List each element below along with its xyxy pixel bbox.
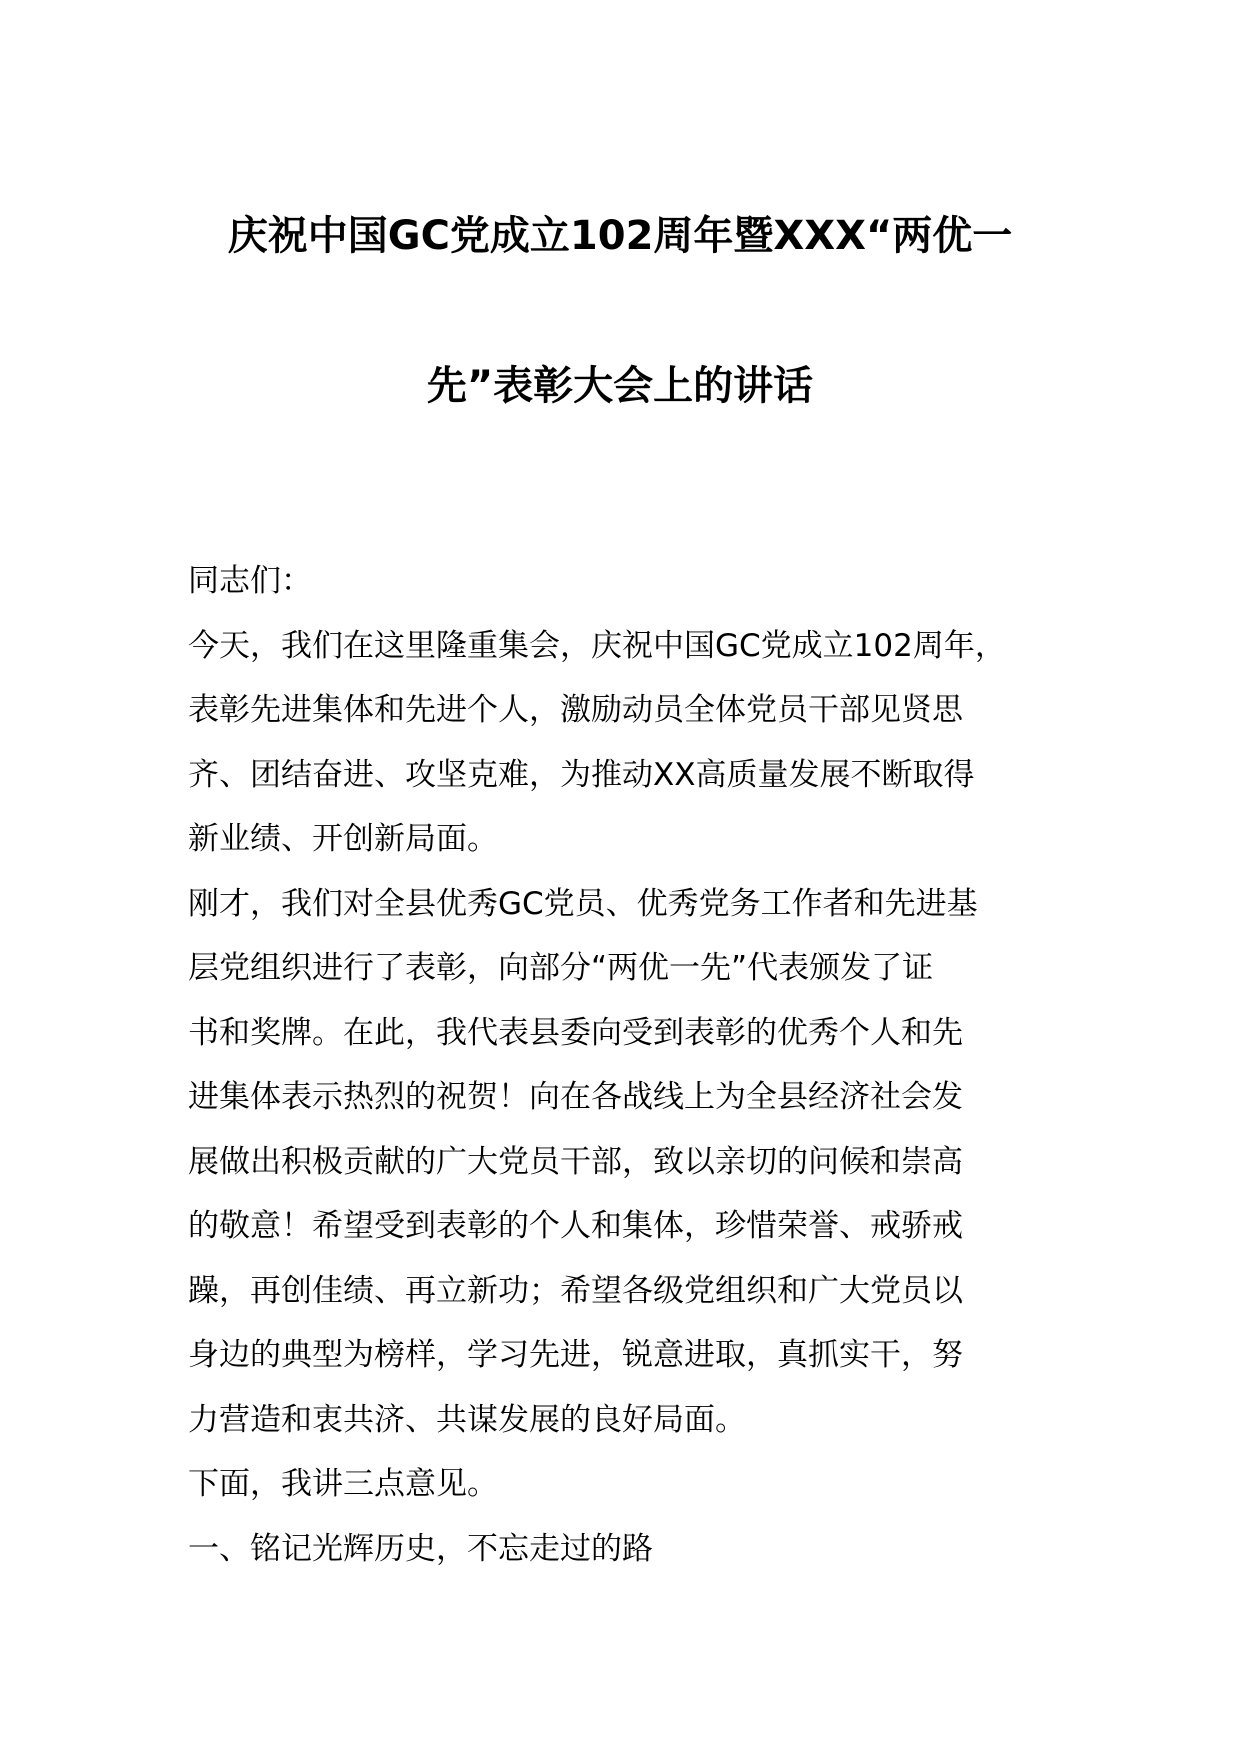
paragraph-line: 齐、团结奋进、攻坚克难，为推动XX高质量发展不断取得 <box>188 756 975 793</box>
paragraph-line: 书和奖牌。在此，我代表县委向受到表彰的优秀个人和先 <box>188 1014 963 1051</box>
paragraph-line: 展做出积极贡献的广大党员干部，致以亲切的问候和崇高 <box>188 1143 963 1180</box>
paragraph-line: 新业绩、开创新局面。 <box>188 821 498 857</box>
document-title-line-1: 庆祝中国GC党成立102周年暨XXX“两优一 <box>227 213 1013 259</box>
paragraph-line: 身边的典型为榜样，学习先进，锐意进取，真抓实干，努 <box>188 1337 963 1373</box>
paragraph-line: 今天，我们在这里隆重集会，庆祝中国GC党成立102周年， <box>188 627 1006 664</box>
paragraph-line: 力营造和衷共济、共谋发展的良好局面。 <box>188 1401 746 1438</box>
paragraph-line: 进集体表示热烈的祝贺！向在各战线上为全县经济社会发 <box>188 1079 963 1115</box>
document-body <box>188 549 1088 1581</box>
section-heading: 一、铭记光辉历史，不忘走过的路 <box>188 1530 653 1567</box>
paragraph-line: 层党组织进行了表彰，向部分“两优一先”代表颁发了证 <box>188 950 934 986</box>
salutation: 同志们： <box>188 563 312 599</box>
paragraph-line: 的敬意！希望受到表彰的个人和集体，珍惜荣誉、戒骄戒 <box>188 1208 963 1244</box>
paragraph-line: 下面，我讲三点意见。 <box>188 1466 498 1502</box>
paragraph-line: 表彰先进集体和先进个人，激励动员全体党员干部见贤思 <box>188 692 963 728</box>
paragraph-line: 躁，再创佳绩、再立新功；希望各级党组织和广大党员以 <box>188 1272 963 1309</box>
paragraph-line: 刚才，我们对全县优秀GC党员、优秀党务工作者和先进基 <box>188 885 978 922</box>
document-title-line-2: 先”表彰大会上的讲话 <box>426 363 814 409</box>
